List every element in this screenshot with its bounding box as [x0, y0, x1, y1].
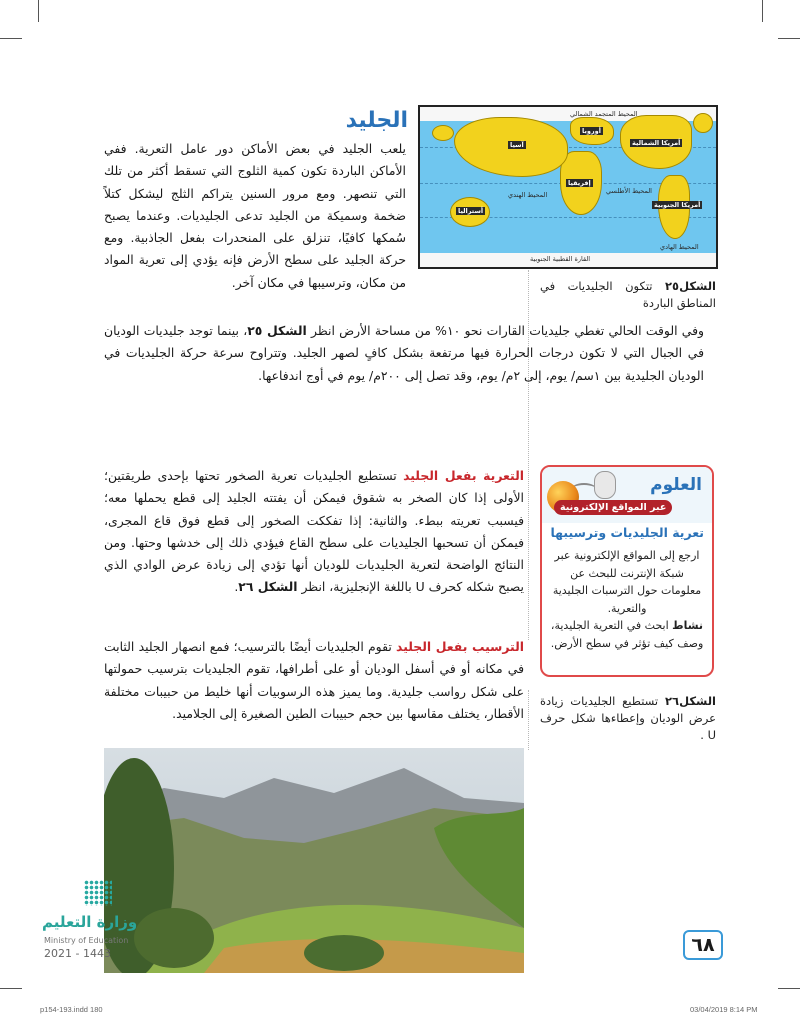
paragraph-deposition: [104, 636, 524, 725]
crop-mark: [778, 38, 800, 39]
science-online-instructions: ارجع إلى المواقع الإلكترونية عبر شبكة الإنترنت للبحث عن معلومات حول الترسبات الجليدية والتعرية.: [552, 549, 702, 615]
map-label-north-america: أمريكا الشمالية: [632, 139, 681, 147]
map-label-pacific: المحيط الهادي: [660, 243, 699, 251]
erosion-subheading: التعرية بفعل الجليد: [403, 468, 524, 483]
margin-rule: [528, 690, 530, 750]
activity-label: نشاط: [672, 619, 704, 632]
figure-25-ref: الشكل ٢٥: [247, 323, 307, 338]
center-shrub: [304, 935, 384, 971]
deposition-subheading: الترسيب بفعل الجليد: [396, 639, 525, 654]
logo-dots-icon: [84, 880, 112, 906]
page-number: ٦٨: [683, 930, 723, 960]
erosion-text: تستطيع الجليديات تعرية الصخور تحتها بإحدى طريقتين؛ الأولى إذا كان الصخر به شقوق فيمكن أن يفتته الجليد إلى قطع يحملها معه؛ فيسبب تعريته ببطء. والثانية: إذا تفككت الصخور إلى قطع فوق قاع المجرى، فيمكن أن تسحبها الجليديات على سطح القاع فيؤدي ذلك إلى خدشها وحتها. ومن النتائج الواضحة لتعرية الجليديات للوديان أنها تؤدي إلى زيادة عرض الوادي الذي يصبح شكله كحرف U باللغة الإنجليزية، انظر: [104, 468, 524, 595]
logo-english-text: Ministry of Education: [44, 936, 129, 945]
map-label-europe: أوروبا: [582, 127, 601, 135]
figure-26-ref: الشكل ٢٦: [238, 579, 298, 595]
mouse-icon: [594, 471, 616, 499]
erosion-end: .: [234, 579, 239, 595]
figure-25-text: تتكون الجليديات في المناطق الباردة: [540, 279, 716, 310]
world-glaciers-map: [418, 105, 718, 269]
far-east-shape: [432, 125, 454, 141]
u-shaped-valley-photo: [104, 748, 524, 973]
map-label-south-america: أمريكا الجنوبية: [654, 201, 701, 209]
map-label-arctic: المحيط المتجمد الشمالي: [570, 110, 638, 118]
science-online-title: العلوم: [650, 475, 702, 495]
science-online-subtitle: تعرية الجليديات وترسيبها: [550, 525, 704, 540]
logo-arabic-text: وزارة التعليم: [42, 913, 138, 931]
figure-25-label: الشكل٢٥: [665, 279, 716, 293]
paragraph-glacier-coverage: [104, 320, 704, 387]
section-title: الجليد: [345, 108, 408, 133]
paragraph-erosion: [104, 465, 524, 599]
paragraph-glacier-coverage-part2: ، بينما توجد جليديات الوديان في الجبال التي لا تكون درجات الحرارة فيها مرتفعة بشكل كافٍ لصهر الجليد. وتتراوح سرعة حركة الجليديات في الوديان الجليدية بين ١سم/ يوم، إلى ٢م/ يوم، وقد تصل إلى ٢٠٠م/ يوم في أوج اندفاعها.: [104, 323, 704, 383]
figure-26-label: الشكل٢٦: [665, 694, 716, 708]
science-online-body: [550, 547, 704, 652]
valley-illustration: [104, 748, 524, 973]
crop-mark: [0, 38, 22, 39]
crop-mark: [778, 988, 800, 989]
map-label-indian: المحيط الهندي: [508, 191, 548, 199]
science-online-box: [540, 465, 714, 677]
map-label-asia: آسيا: [510, 141, 524, 149]
greenland-shape: [693, 113, 713, 133]
paragraph-intro: يلعب الجليد في بعض الأماكن دور عامل التعرية. ففي الأماكن الباردة تكون كمية الثلوج التي تسقط أكثر من تلك التي تنصهر. ومع مرور السنين يتراكم الثلج ليشكل كتلاً ضخمة وسميكة من الجليد تدعى الجليديات. وعندما يصبح سُمكها كافيًا، تنزلق على المنحدرات بفعل الجاذبية. ومع حركة الجليد على سطح الأرض فإنه يؤدي إلى تعرية المواد من مكان، وترسيبها في مكان آخر.: [104, 141, 406, 290]
map-label-antarctica: القارة القطبية الجنوبية: [530, 255, 591, 263]
map-label-africa: إفريقيا: [568, 179, 591, 187]
left-shrub: [134, 908, 214, 968]
crop-mark: [0, 988, 22, 989]
figure-25-caption: [540, 278, 716, 312]
footer-date: 03/04/2019 8:14 PM: [690, 1005, 758, 1014]
paragraph-glacier-coverage-part1: وفي الوقت الحالي تغطي جليديات القارات نحو ١٠% من مساحة الأرض انظر: [306, 323, 705, 338]
activity-text: ابحث في التعرية الجليدية، وصف كيف تؤثر في سطح الأرض.: [550, 619, 704, 650]
figure-26-caption: [540, 693, 716, 744]
figure-26-text: تستطيع الجليديات زيادة عرض الوديان وإعطاءها شكل حرف U .: [540, 694, 716, 742]
logo-year: 2021 - 1443: [44, 947, 111, 960]
science-online-header: [542, 467, 712, 523]
online-badge: عبر المواقع الإلكترونية: [554, 500, 672, 515]
map-label-atlantic: المحيط الأطلسي: [606, 187, 652, 195]
deposition-text: تقوم الجليديات أيضًا بالترسيب؛ فمع انصهار الجليد الثابت في مكانه أو في أسفل الوديان أو على أطرافها، تقوم الجليديات بترسيب حمولتها على شكل رواسب جليدية. وما يميز هذه الرسوبيات أنها خليط من حبيبات مختلفة الأقطار، يختلف مقاسها بين حجم حبيبات الطين الصغيرة إلى الجلاميد.: [104, 639, 524, 721]
map-label-australia: أستراليا: [458, 207, 484, 215]
crop-mark: [762, 0, 763, 22]
footer-file: p154-193.indd 180: [40, 1005, 103, 1014]
crop-mark: [38, 0, 39, 22]
